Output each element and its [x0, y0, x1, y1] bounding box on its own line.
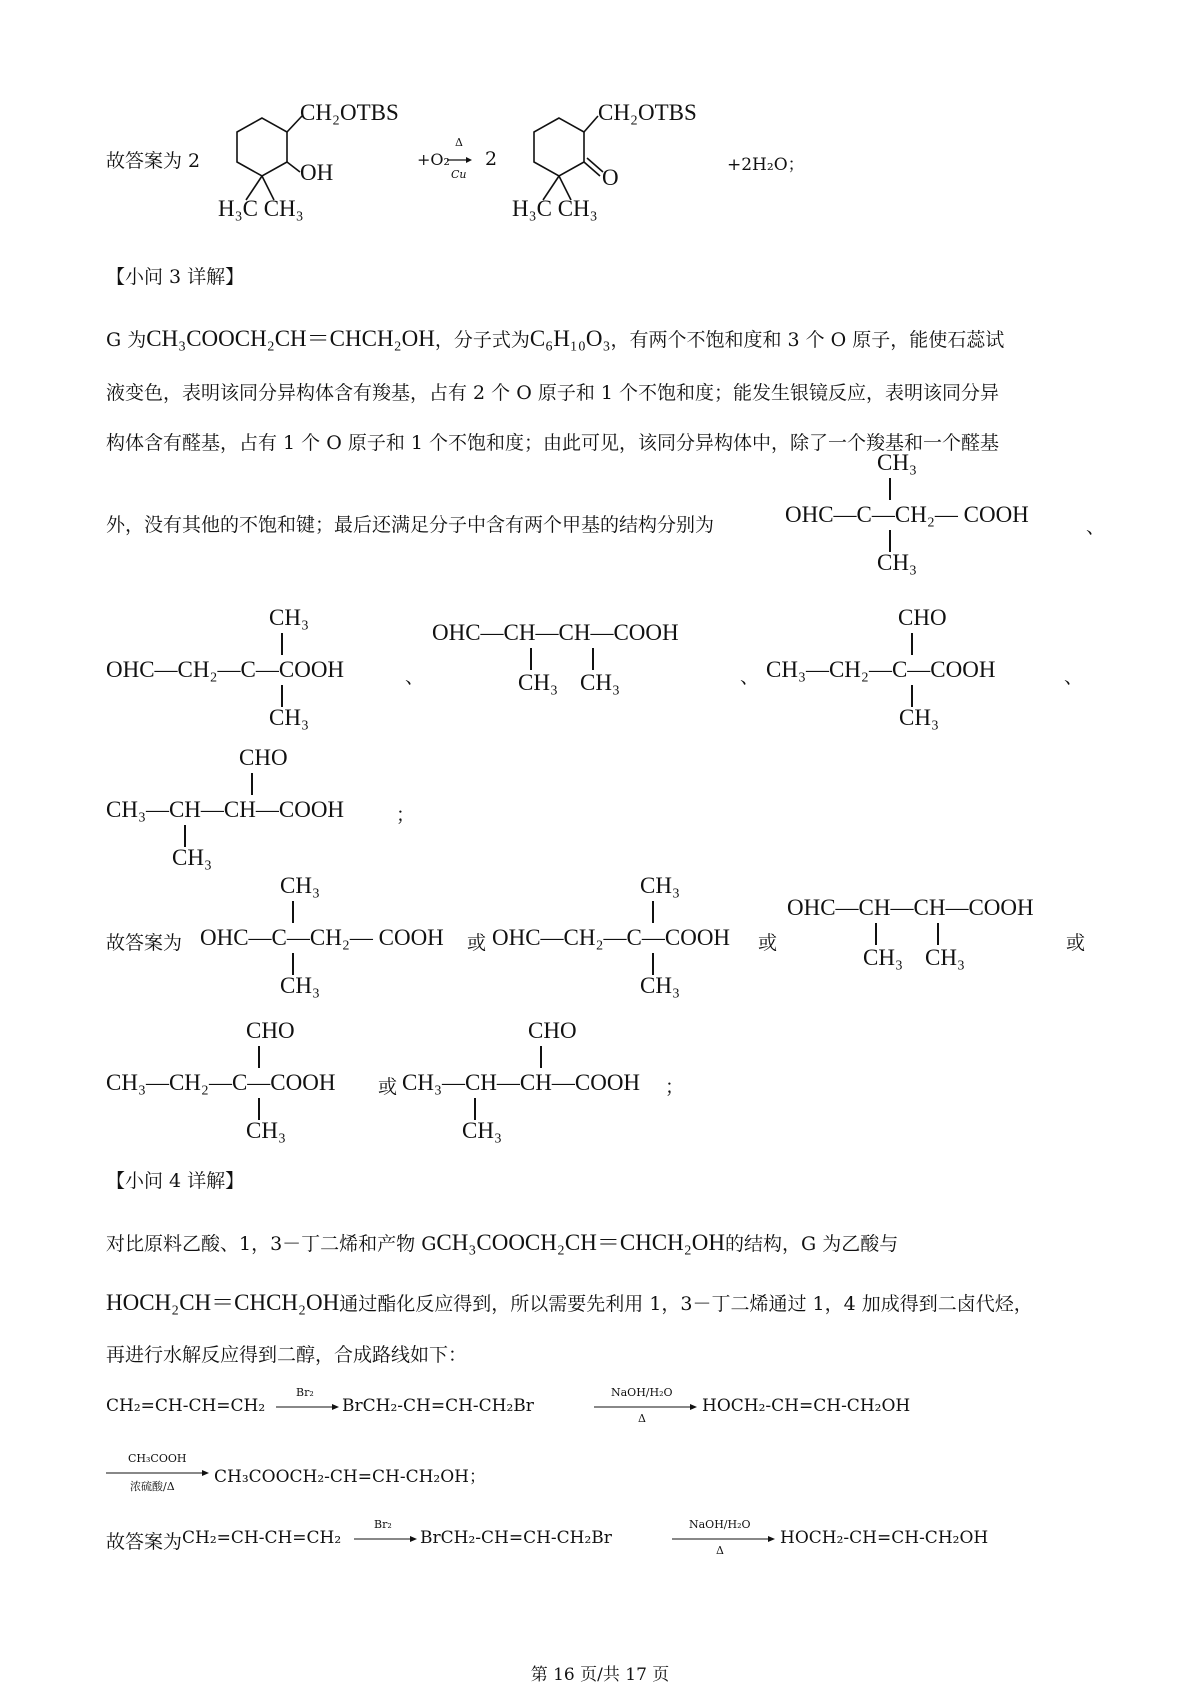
water-product: +2H₂O； [727, 155, 805, 175]
molecular-formula: C₆H₁₀O₃ [529, 326, 611, 351]
answer-structure-3: OHC—CH—CH—COOH CH₃ CH₃ [787, 895, 1034, 970]
answer-structure-4: CHO CH₃—CH₂—C—COOH CH₃ [106, 1018, 336, 1143]
q4-header: 【小问 4 详解】 [106, 1170, 245, 1192]
q3-paragraph-line4: 外，没有其他的不饱和键；最后还满足分子中含有两个甲基的结构分别为 [106, 514, 715, 536]
product-carbonyl: O [602, 165, 619, 190]
catalyst-condition: Cu [451, 168, 467, 181]
isomer-structure-3: OHC—CH—CH—COOH CH₃ CH₃ [432, 620, 679, 695]
q3-header: 【小问 3 详解】 [106, 266, 245, 288]
product-methyls: H₃C CH₃ [512, 196, 598, 221]
synthesis-route-line2: CH₃COOH 浓硫酸/Δ CH₃COOCH₂-CH=CH-CH₂OH； [128, 1452, 486, 1493]
answer-structure-5: CHO CH₃—CH—CH—COOH CH₃ [402, 1018, 641, 1143]
isomer-structure-4: CHO CH₃—CH₂—C—COOH CH₃ [766, 605, 996, 730]
q3-paragraph-line3: 构体含有醛基，占有 1 个 O 原子和 1 个不饱和度；由此可见，该同分异构体中，除了一个羧基和一个醛基 [106, 432, 999, 454]
isomer-structure-1: CH₃ OHC—C—CH₂— COOH CH₃ [785, 450, 1029, 575]
oxygen-reagent: +O₂ [417, 150, 450, 169]
isomer-structure-5: CHO CH₃—CH—CH—COOH CH₃ [106, 745, 345, 870]
isomer-structure-2: CH₃ OHC—CH₂—C—COOH CH₃ [106, 605, 345, 730]
answer-structure-1: CH₃ OHC—C—CH₂— COOH CH₃ [200, 873, 444, 998]
answer-structure-2: CH₃ OHC—CH₂—C—COOH CH₃ [492, 873, 731, 998]
product-coefficient: 2 [485, 148, 498, 170]
reactant-substituent: CH₂OTBS [300, 100, 399, 125]
heat-condition: Δ [455, 136, 463, 149]
q3-paragraph-line1: G 为CH₃COOCH₂CH＝CHCH₂OH，分子式为C₆H₁₀O₃，有两个不饱和度和 3 个 O 原子，能使石蕊试 [106, 326, 1005, 351]
page-footer: 第 16 页/共 17 页 [530, 1665, 670, 1685]
q3-paragraph-line2: 液变色，表明该同分异构体含有羧基，占有 2 个 O 原子和 1 个不饱和度；能发生银镜反应，表明该同分异 [106, 382, 999, 404]
q4-paragraph-line3: 再进行水解反应得到二醇，合成路线如下： [106, 1344, 468, 1366]
product-substituent: CH₂OTBS [598, 100, 697, 125]
g-formula: CH₃COOCH₂CH＝CHCH₂OH [146, 326, 435, 351]
q4-paragraph-line1: 对比原料乙酸、1，3－丁二烯和产物 GCH₃COOCH₂CH＝CHCH₂OH的结构，G 为乙酸与 [106, 1230, 899, 1255]
reactant-hydroxyl: OH [300, 160, 334, 185]
q4-paragraph-line2: HOCH₂CH＝CHCH₂OH通过酯化反应得到，所以需要先利用 1，3－丁二烯通过 1，4 加成得到二卤代烃， [106, 1290, 1033, 1315]
q3-answer-prefix: 故答案为 [106, 932, 183, 954]
reactant-methyls: H₃C CH₃ [218, 196, 304, 221]
synthesis-route-line1: CH₂=CH-CH=CH₂ Br₂ BrCH₂-CH=CH-CH₂Br NaOH/H₂O Δ HOCH₂-CH=CH-CH₂OH [106, 1386, 911, 1425]
answer-prefix-1: 故答案为 2 [106, 150, 201, 172]
q4-answer-line: 故答案为 CH₂=CH-CH=CH₂ Br₂ BrCH₂-CH=CH-CH₂Br NaOH/H₂O Δ HOCH₂-CH=CH-CH₂OH [106, 1518, 989, 1557]
